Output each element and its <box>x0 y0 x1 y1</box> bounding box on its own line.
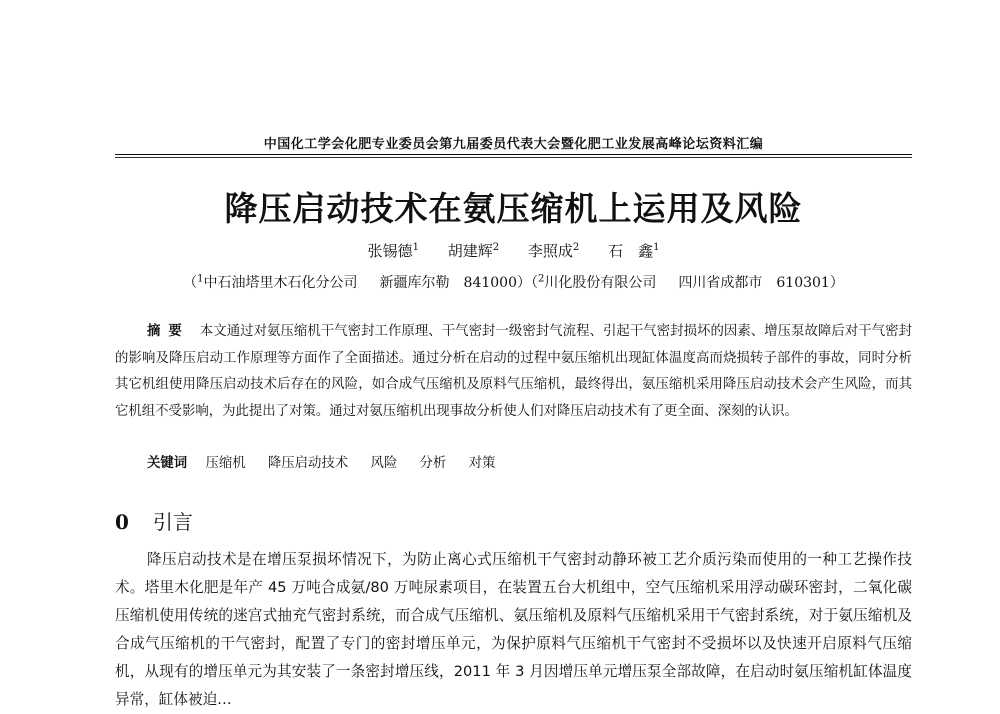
affiliation-org-2: 川化股份有限公司 <box>544 275 657 291</box>
keywords-label: 关键词 <box>147 456 188 471</box>
affiliation-place-2: 四川省成都市 610301 <box>678 275 830 291</box>
keyword: 降压启动技术 <box>267 456 349 471</box>
keywords <box>147 452 912 471</box>
abstract-text: 本文通过对氨压缩机干气密封工作原理、干气密封一级密封气流程、引起干气密封损坏的因素、增压泵故障后对干气密封的影响及降压启动工作原理等方面作了全面描述。通过分析在启动的过程中氨压缩机出现缸体温度高而烧损转子部件的事故，同时分析其它机组使用降压启动技术后存在的风险，如合成气压缩机及原料气压缩机，最终得出，氨压缩机采用降压启动技术会产生风险，而其它机组不受影响，为此提出了对策。通过对氨压缩机出现事故分析使人们对降压启动技术有了更全面、深刻的认识。 <box>115 324 912 419</box>
body-paragraph: 降压启动技术是在增压泵损坏情况下，为防止离心式压缩机干气密封动静环被工艺介质污染而使用的一种工艺操作技术。塔里木化肥是年产 45 万吨合成氨/80 万吨尿素项目，在装置五台大机组中，空气压缩机采用浮动碳环密封，二氧化碳压缩机使用传统的迷宫式抽充气密封系统，而合成气压缩机、氨压缩机及原料气压缩机采用干气密封系统，对于氨压缩机及合成气压缩机的干气密封，配置了专门的密封增压单元，为保护原料气压缩机干气密封不受损坏以及快速开启原料气压缩机，从现有的增压单元为其安装了一条密封增压线，2011 年 3 月因增压单元增压泵全部故障，在启动时氨压缩机缸体温度异常，缸体被迫… <box>115 551 912 708</box>
paper-title: 降压启动技术在氨压缩机上运用及风险 <box>224 189 803 228</box>
author: 李照成$^2$ <box>527 242 580 260</box>
author: 石 鑫$^1$ <box>608 242 660 260</box>
keyword: 分析 <box>419 456 447 471</box>
body-text <box>115 546 912 714</box>
keyword: 压缩机 <box>205 456 246 471</box>
affiliation-org-1: 中石油塔里木石化分公司 <box>203 275 358 291</box>
abstract <box>115 319 912 425</box>
author: 胡建辉$^2$ <box>447 242 500 260</box>
affiliations: （$^1$中石油塔里木石化分公司 新疆库尔勒 841000）（$^2$川化股份有限公司 四川省成都市 610301） <box>183 273 844 291</box>
section-title: 引言 <box>152 510 193 534</box>
header-rule <box>115 154 912 155</box>
author: 张锡德$^1$ <box>367 242 419 260</box>
affiliation-place-1: 新疆库尔勒 841000 <box>379 275 517 291</box>
keyword: 对策 <box>468 456 496 471</box>
header-rule-thin <box>115 157 912 158</box>
section-heading <box>115 506 193 535</box>
abstract-label: 摘要 <box>147 324 190 339</box>
author-list <box>115 240 912 261</box>
keyword: 风险 <box>370 456 398 471</box>
section-number: 0 <box>115 510 129 534</box>
running-header: 中国化工学会化肥专业委员会第九届委员代表大会暨化肥工业发展高峰论坛资料汇编 <box>263 137 764 152</box>
